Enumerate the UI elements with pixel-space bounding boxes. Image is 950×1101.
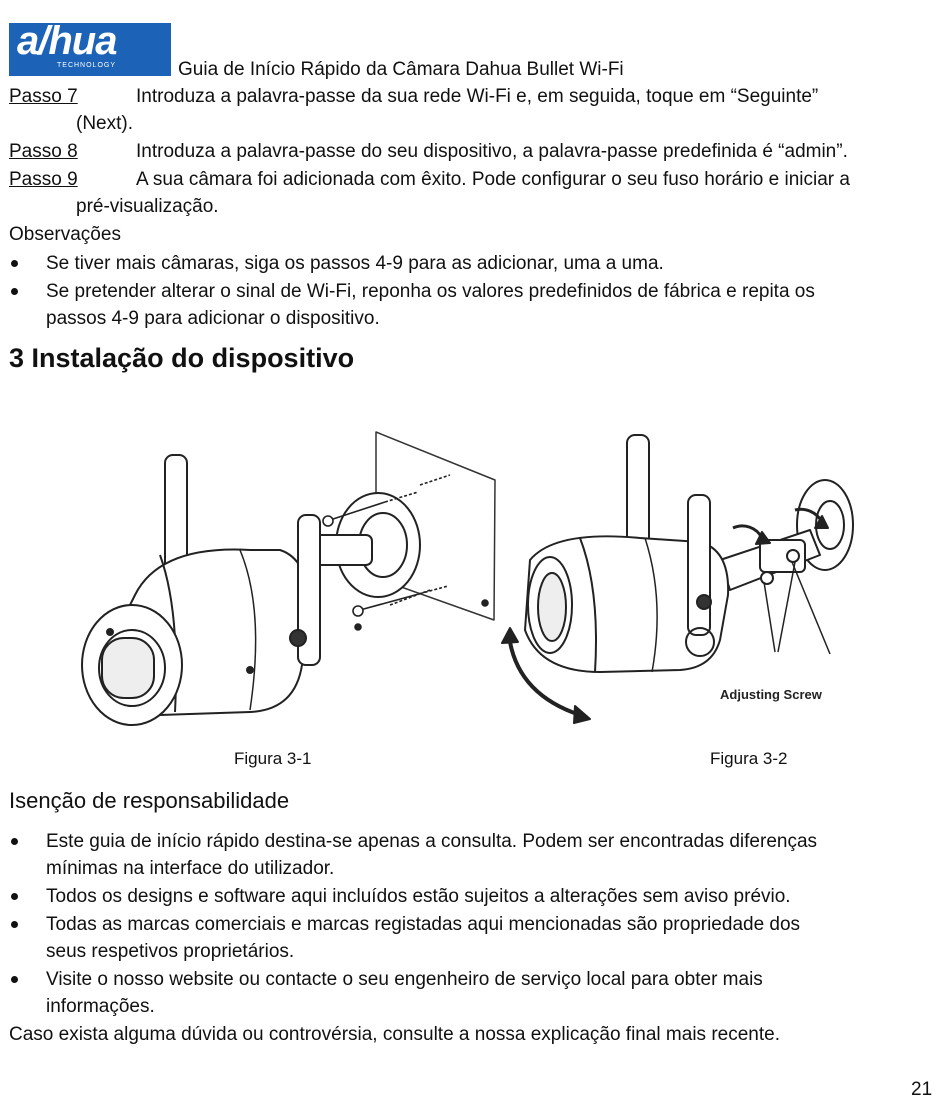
logo-wordmark: a/hua [17,19,117,63]
step-9-text: A sua câmara foi adicionada com êxito. Pode configurar o seu fuso horário e iniciar a [136,169,850,190]
step-7-text: Introduza a palavra-passe da sua rede Wi-Fi e, em seguida, toque em “Seguinte” [136,86,819,107]
disclaimer-item-1-cont: mínimas na interface do utilizador. [46,858,335,879]
note-item-1: Se tiver mais câmaras, siga os passos 4-9 para as adicionar, uma a uma. [46,253,664,274]
disclaimer-item-4: Visite o nosso website ou contacte o seu engenheiro de serviço local para obter mais [46,969,763,990]
disclaimer-item-3: Todas as marcas comerciais e marcas registadas aqui mencionadas são propriedade dos [46,914,801,935]
disclaimer-item-4-cont: informações. [46,996,155,1017]
note-item-2-cont: passos 4-9 para adicionar o dispositivo. [46,308,380,329]
disclaimer-item-2: Todos os designs e software aqui incluídos estão sujeitos a alterações sem aviso prévio. [46,886,791,907]
closing-statement: Caso exista alguma dúvida ou controvérsia, consulte a nossa explicação final mais recente. [9,1024,780,1045]
dahua-logo [9,19,171,76]
bullet-icon [11,288,21,298]
figure-3-2-caption: Figura 3-2 [710,749,788,768]
step-7-text-cont: (Next). [76,113,133,134]
note-item-2: Se pretender alterar o sinal de Wi-Fi, reponha os valores predefinidos de fábrica e repita os [46,281,815,302]
page-number: 21 [911,1079,933,1100]
step-9-text-cont: pré-visualização. [76,196,219,217]
step-8-label: Passo 8 [9,141,78,162]
disclaimer-title: Isenção de responsabilidade [9,788,290,813]
section-title: 3 Instalação do dispositivo [9,343,355,373]
disclaimer-item-1: Este guia de início rápido destina-se apenas a consulta. Podem ser encontradas diferenças [46,831,818,852]
notes-title: Observações [9,224,121,245]
figure-3-1-caption: Figura 3-1 [234,749,312,768]
figure-3-1-illustration [82,432,495,725]
logo-subtitle: TECHNOLOGY [57,62,117,69]
bullet-icon [11,921,21,931]
bullet-icon [11,893,21,903]
step-7-label: Passo 7 [9,86,78,107]
figure-3-2-illustration [502,435,853,723]
bullet-icon [11,838,21,848]
step-9-label: Passo 9 [9,169,78,190]
disclaimer-item-3-cont: seus respetivos proprietários. [46,941,295,962]
step-8-text: Introduza a palavra-passe do seu dispositivo, a palavra-passe predefinida é “admin”. [136,141,848,162]
document-title: Guia de Início Rápido da Câmara Dahua Bullet Wi-Fi [178,59,624,80]
adjusting-screw-label: Adjusting Screw [720,687,822,702]
bullet-icon [11,976,21,986]
installation-figures [40,410,880,745]
bullet-icon [11,260,21,270]
